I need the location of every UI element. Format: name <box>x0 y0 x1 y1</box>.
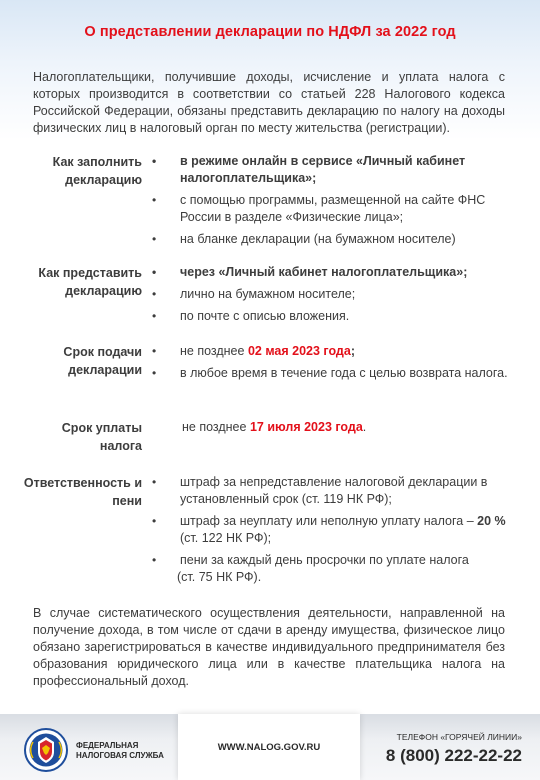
section-items <box>152 474 512 591</box>
list-item <box>152 343 512 360</box>
section-label: Как заполнить декларацию <box>52 155 142 187</box>
list-item <box>152 308 512 325</box>
list-item <box>152 474 512 508</box>
item-text: не позднее <box>182 420 250 434</box>
org-name-line2: НАЛОГОВАЯ СЛУЖБА <box>76 751 164 760</box>
fine-percent: 20 % <box>477 514 506 528</box>
page-title: О представлении декларации по НДФЛ за 2022 год <box>84 24 456 40</box>
website-link[interactable]: WWW.NALOG.GOV.RU <box>217 742 321 753</box>
bullet-icon: • <box>152 309 157 323</box>
item-text: лично на бумажном носителе; <box>180 287 356 301</box>
list-item <box>152 419 512 436</box>
fns-emblem-icon <box>24 728 68 772</box>
bullet-icon: • <box>152 287 157 301</box>
section-items <box>152 264 512 330</box>
list-item <box>152 153 512 187</box>
section-items <box>152 343 512 387</box>
section-label: Срок уплаты налога <box>61 421 142 453</box>
item-text: с помощью программы, размещенной на сайте ФНС России в разделе «Физические лица»; <box>180 193 486 224</box>
list-item <box>152 264 512 281</box>
item-punct: . <box>362 420 367 434</box>
bullet-icon: • <box>152 344 157 358</box>
section-label: Срок подачи декларации <box>63 345 142 377</box>
item-text: в режиме онлайн в сервисе «Личный кабинет налогоплательщика»; <box>180 154 466 185</box>
item-punct: ; <box>350 344 355 358</box>
outro-paragraph: В случае систематического осуществления деятельности, направленной на получение дохода, в том числе от сдачи в аренду имущества, физическое лицо обязано зарегистрироваться в качестве индивидуального предпринимателя без образования юридического лица или в качестве плательщика налога на профессиональный доход. <box>33 606 505 688</box>
section-items <box>152 419 512 441</box>
bullet-icon: • <box>152 232 157 246</box>
item-text: через «Личный кабинет налогоплательщика»; <box>180 265 468 279</box>
list-item <box>152 192 512 226</box>
bullet-icon: • <box>152 475 157 489</box>
item-text: по почте с описью вложения. <box>180 309 350 323</box>
org-name-line1: ФЕДЕРАЛЬНАЯ <box>76 741 139 750</box>
footer <box>0 714 540 780</box>
item-text: пени за каждый день просрочки по уплате налога <box>180 553 469 567</box>
item-text: в любое время в течение года с целью возврата налога. <box>180 366 508 380</box>
bullet-icon: • <box>152 265 157 279</box>
item-text-cont: (ст. 75 НК РФ). <box>177 570 262 584</box>
item-text: штраф за неуплату или неполную уплату налога – <box>180 514 478 528</box>
bullet-icon: • <box>152 553 157 567</box>
item-text: не позднее <box>180 344 248 358</box>
bullet-icon: • <box>152 366 157 380</box>
section-label: Как представить декларацию <box>38 266 142 298</box>
section-label: Ответственность и пени <box>23 476 142 508</box>
list-item <box>152 231 512 248</box>
section-items <box>152 153 512 253</box>
list-item <box>152 552 512 586</box>
org-name <box>76 741 176 761</box>
list-item <box>152 286 512 303</box>
payment-date: 17 июля 2023 года <box>249 420 363 434</box>
list-item <box>152 365 512 382</box>
list-item <box>152 513 512 547</box>
item-text-cont: (ст. 122 НК РФ); <box>180 531 272 545</box>
bullet-icon: • <box>152 514 157 528</box>
item-text: на бланке декларации (на бумажном носителе) <box>180 232 456 246</box>
item-text: штраф за непредставление налоговой декларации в установленный срок (ст. 119 НК РФ); <box>180 475 488 506</box>
bullet-icon: • <box>152 193 157 207</box>
bullet-icon: • <box>152 154 157 168</box>
intro-paragraph: Налогоплательщики, получившие доходы, исчисление и уплата налога с которых производится в соответствии со статьей 228 Налогового кодекса Российской Федерации, обязаны представить декларацию по налогу на доходы физических лиц в налоговый орган по месту жительства (регистрации). <box>33 70 505 135</box>
hotline-number[interactable]: 8 (800) 222-22-22 <box>385 746 522 765</box>
hotline-label: ТЕЛЕФОН «ГОРЯЧЕЙ ЛИНИИ» <box>396 732 522 742</box>
deadline-date: 02 мая 2023 года <box>247 344 351 358</box>
